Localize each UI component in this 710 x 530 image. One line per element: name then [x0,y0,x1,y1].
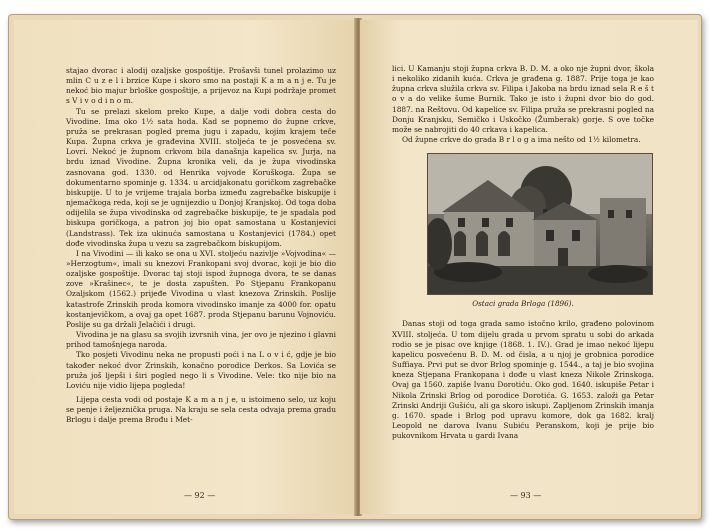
left-paragraph-1: stajao dvorac i alodij ozaljske gospoštije. Prošavši tunel prolazimo uz mlin C u z e l i brzice Kupe i skoro smo na postaji K a m a n j e. Tu je nekoć bio majur brloške gospoštije, a prijevoz na Kupi podržaje promet s V i v o d i n o m. [66,66,336,106]
castle-ruins-illustration [428,154,652,294]
left-page [14,20,356,514]
left-paragraph-2: Tu se prelazi skelom preko Kupe, a dalje vodi dobra cesta do Vivodine. Ima oko 1½ sata hoda. Kad se popnemo do župne crkve, pruža se prekrasan pogled prema jugu i zapadu, kojim krajem teče Kupa. Župna crkva je građevina XVIII. stoljeća te je posvećena sv. Lovri. Nekoć je župnom crkvom bila današnja kapelica sv. Jurja, na brdu iznad Vivodine. Župna kronika veli, da je župa vivodinska zasnovana god. 1330. od Henrika vojvode Koruškoga. Župa se dokumentarno spominje g. 1334. u arcidjakonatu goričkom zagrebačke biskupije. U to je vrijeme trajala borba između zagrebačke biskupije i njemačkoga reda, koji se je ugnijezdio u Donjoj Kranjskoj. Od toga doba odijelila se župa vivodinska od zagrebačke biskupije, te je spadala pod biskupa goričkoga, a patron joj bio opat samostana u Kostanjevici (Landstrass). Tek iza ukinuća samostana u Kostanjevici (1784.) opet dođe vivodinska župa u vezu sa zagrebačkom biskupijom. [66,106,336,248]
left-paragraph-4: Vivodina je na glasu sa svojih izvrsnih vina, jer ovo je njezino i glavni prihod tamošnjega naroda. [66,330,336,350]
photo-caption: Ostaci grada Brloga (1896). [472,299,574,309]
open-book [8,14,702,520]
left-paragraph-3: I na Vivodini — ili kako se ona u XVI. stoljeću nazivlje »Vojvodina« — »Herzogtum«, imali su knezovi Frankopani svoj dvorac, koji je bio dio ozaljske gospoštije. Dvorac taj stoji ispod župnoga dvora, te se danas zove »Krašinec«, te je dosta zapušten. Po Stjepanu Frankopanu Ozaljskom (1562.) prijeđe Vivodina u vlast knezova Zrinskih. Poslije katastrofe Zrinskih proda komora vivodinsko imanje za 4000 for. opatu kostanjevičkom, a ovaj ga opet 1687. proda Stjepanu barunu Vojnoviću. Poslije su ga držali Jelačići i drugi. [66,248,336,329]
right-page-number: — 93 — [510,491,542,500]
right-paragraph-3: Danas stoji od toga grada samo istočno krilo, građeno polovinom XVIII. stoljeća. U tom dijelu grada u prvom spratu u sobi do arkada rodio se je pisac ove knjige (1868. 1. IV.). Grad je imao nekoć lijepu kapelicu posvećenu B. D. M. od čisla, a u njoj je grobnica porodice Suffiaya. Prvi put se dvor Brlog spominje g. 1544., a taj je bio svojina kneza Stjepana Frankopana i dođe u vlast kneza Nikole Zrinskoga. Ovaj ga 1560. zapiše Ivanu Dorotiću. Oko god. 1640. iskupiše Petar i Nikola Zrinski Brlog od porodice Dorotića. G. 1653. založi ga Petar Zrinski Andriji Gušiću, ali ga skoro iskupi. Zapljenom Zrinskih imanja g. 1670. spade i Brlog pod upravu komore, dok ga 1682. kralj Leopold ne darova Ivanu Subiću Peranskom, koji je prije bio pukovnikom Hrvata u gardi Ivana [392,319,654,441]
left-paragraph-6: Lijepa cesta vodi od postaje K a m a n j e, u istoimeno selo, uz koju se penje i željeznička pruga. Na kraju se sela cesta odvaja prema gradu Brlogu i dalje prema Brođu i Met- [66,395,336,425]
left-paragraph-5: Tko posjeti Vivodinu neka ne propusti poći i na L o v i ć, gdje je bio također nekoć dvor Zrinskih, konačno porodice Derkos. Sa Lovića se pruža još ljepši i širi pogled nego li s Vivodine. Vele: tko nije bio na Loviću nije vidio lijepa pogleda! [66,350,336,390]
right-paragraph-1: lici. U Kamanju stoji župna crkva B. D. M. a oko nje župni dvor, škola i nekoliko zidanih kuća. Crkva je građena g. 1887. Prije toga je kao župna crkva služila crkva sv. Filipa i Jakoba na brdu iznad sela R e š t o v a do velike šume Burnik. Tako je isto i župni dvor bio do god. 1887. na Reštovu. Od kapelice sv. Filipa pruža se prekrasni pogled na Donju Kranjsku, Semičko i Uskočko (Žumberak) gorje. S ove točke može se nabrojiti do 40 crkava i kapelica. [392,64,654,134]
castle-ruins-photo [427,153,653,295]
left-page-number: — 92 — [184,491,216,500]
right-page [360,20,698,514]
left-text-column [66,66,336,425]
right-paragraph-2: Od župne crkve do grada B r l o g a ima nešto od 1½ kilometra. [402,135,641,145]
right-text-column [392,64,654,441]
